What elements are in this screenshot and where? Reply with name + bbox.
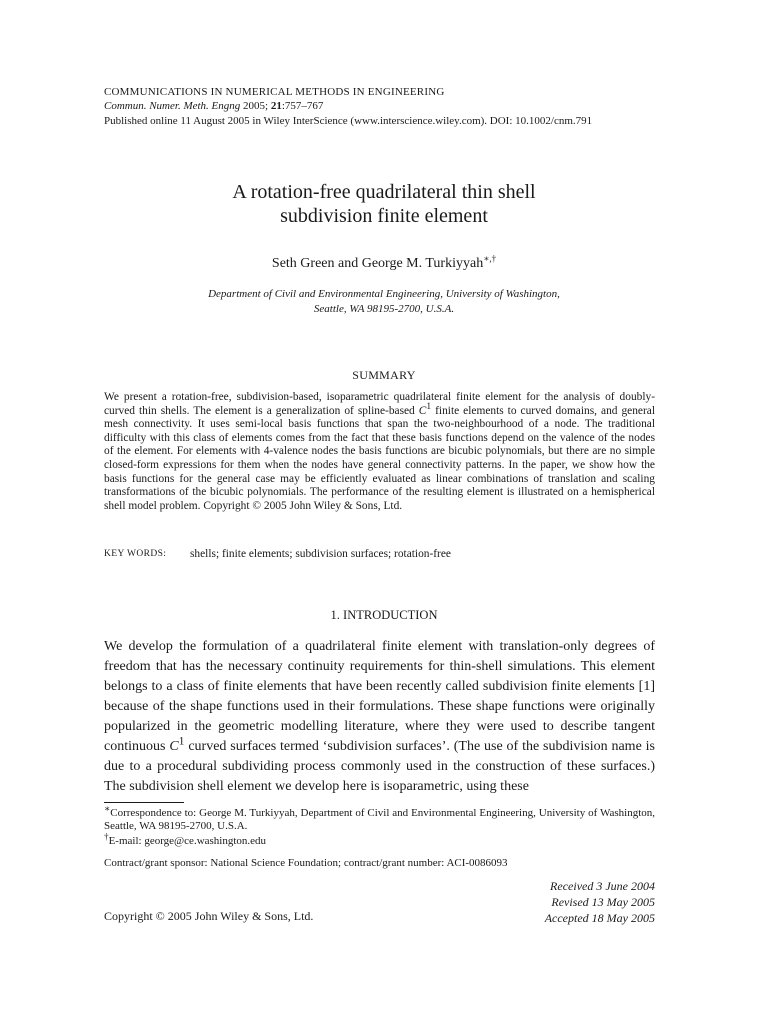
paper-title: [0, 180, 768, 228]
journal-volume: 21: [270, 100, 282, 112]
abstract-c-sup: 1: [426, 401, 432, 412]
date-received: Received 3 June 2004: [550, 879, 655, 893]
abstract-part-1: We present a rotation-free, subdivision-based, isoparametric quadrilateral finite element for the analysis of doubly-curved thin shells. The element is a generalization of spline-based: [104, 391, 655, 417]
journal-abbrev: Commun. Numer. Meth. Engng: [104, 100, 241, 112]
summary-heading: SUMMARY: [352, 368, 416, 382]
footnote-2-text: E-mail: george@ce.washington.edu: [108, 835, 267, 847]
affiliation-line-2: Seattle, WA 98195-2700, U.S.A.: [313, 303, 455, 315]
introduction-paragraph: [104, 637, 655, 797]
footnote-1-text: Correspondence to: George M. Turkiyyah, Department of Civil and Environmental Engineering, University of Washington, Seattle, WA 98195-2700, U.S.A.: [104, 807, 655, 832]
intro-part-1: We develop the formulation of a quadrilateral finite element with translation-only degrees of freedom that has the necessary continuity requirements for thin-shell simulations. This element belongs to a class of finite elements that have been recently called subdivision finite elements [1] because of the shape functions used in their formulations. These shape functions were originally popularized in the geometric modelling literature, where they were used to describe tangent continuous: [104, 639, 655, 754]
abstract-text: [104, 391, 655, 513]
affiliation-line-1: Department of Civil and Environmental Engineering, University of Washington,: [208, 288, 560, 300]
intro-part-2: curved surfaces termed ‘subdivision surfaces’. (The use of the subdivision name is due to a procedural subdividing process commonly used in the construction of these surfaces.) The subdivision shell element we develop here is isoparametric, using these: [104, 739, 655, 794]
author-names: Seth Green and George M. Turkiyyah: [271, 256, 484, 271]
section-heading-introduction: 1. INTRODUCTION: [330, 608, 438, 622]
title-line-2: subdivision finite element: [280, 205, 488, 227]
journal-pages: :757–767: [281, 100, 324, 112]
contract-sponsor: Contract/grant sponsor: National Science Foundation; contract/grant number: ACI-0086093: [104, 857, 508, 869]
keywords-text: shells; finite elements; subdivision surfaces; rotation-free: [190, 548, 451, 560]
publication-info: Published online 11 August 2005 in Wiley InterScience (www.interscience.wiley.com). DOI: 10.1002/cnm.791: [104, 115, 593, 127]
date-accepted: Accepted 18 May 2005: [544, 911, 655, 925]
journal-year: 2005;: [243, 100, 269, 112]
abstract-c-symbol: C: [418, 404, 427, 417]
footnote-rule: [104, 802, 184, 803]
journal-name: COMMUNICATIONS IN NUMERICAL METHODS IN ENGINEERING: [104, 86, 445, 98]
author-marks: ∗,†: [483, 253, 497, 264]
journal-citation: [104, 100, 323, 112]
date-revised: Revised 13 May 2005: [551, 895, 655, 909]
submission-dates: [545, 878, 655, 926]
keywords-label: KEY WORDS:: [104, 549, 167, 559]
footnote-1-mark: ∗: [104, 803, 111, 814]
affiliation: [0, 287, 768, 317]
authors: [0, 253, 768, 272]
intro-c-sup: 1: [178, 734, 185, 748]
footnote-2-mark: †: [104, 831, 109, 842]
abstract-part-2: finite elements to curved domains, and general mesh connectivity. It uses semi-local basis functions that span the two-neighbourhood of a node. The traditional difficulty with this class of elements comes from the fact that these basis functions depend on the valence of the nodes of the element. For elements with 4-valence nodes the basis functions are bicubic polynomials, but there are no simple closed-form expressions for them when the nodes have general connectivity patterns. In the paper, we show how the basis functions for the general case may be efficiently evaluated as linear combinations of translation and scaling transformations of the bicubic polynomials. The performance of the resulting element is illustrated on a hemispherical shell model problem. Copyright © 2005 John Wiley & Sons, Ltd.: [104, 404, 655, 512]
footer-copyright: Copyright © 2005 John Wiley & Sons, Ltd.: [104, 909, 314, 923]
footnote-correspondence: [104, 803, 655, 833]
intro-c-symbol: C: [169, 739, 179, 754]
title-line-1: A rotation-free quadrilateral thin shell: [232, 181, 536, 203]
footnote-email: [104, 831, 655, 848]
